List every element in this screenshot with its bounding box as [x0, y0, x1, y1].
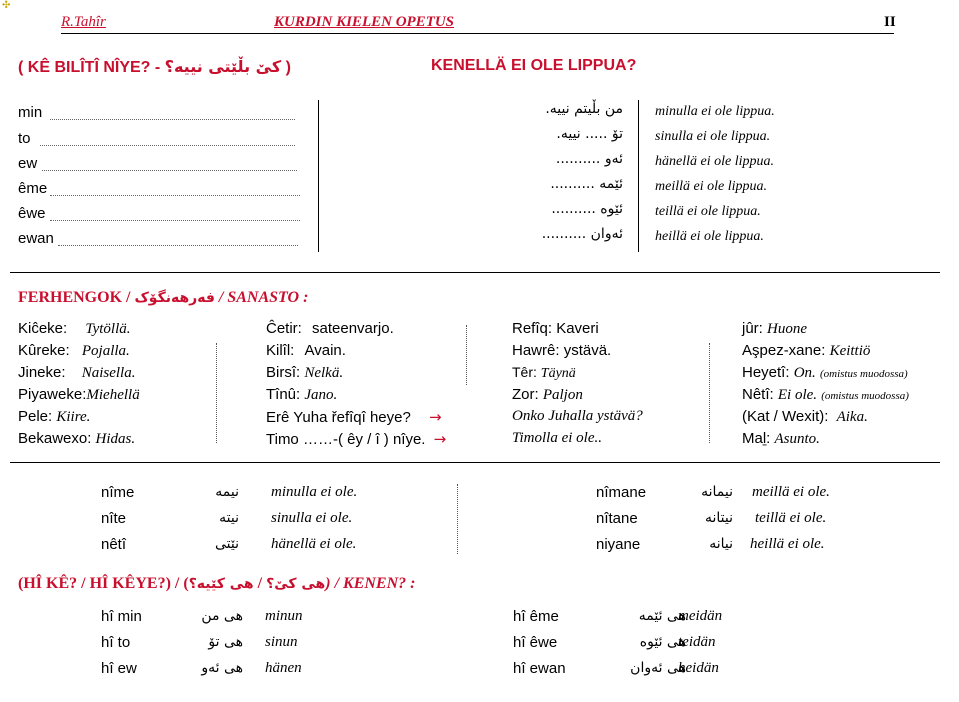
- neg-kurmanji: nêtî: [101, 536, 127, 553]
- sorani-row: ئێوە ..........: [551, 201, 623, 217]
- poss-finnish: meidän: [678, 608, 723, 624]
- neg-finnish: meillä ei ole.: [752, 484, 830, 500]
- vocab-entry: (Kat / Wexit): Aika.: [742, 408, 868, 425]
- title-finnish: KENELLÄ EI OLE LIPPUA?: [431, 57, 637, 74]
- sorani-row: ئەو ..........: [555, 151, 623, 167]
- vocab-entry: Timolla ei ole..: [512, 430, 602, 446]
- poss-sorani: هی من: [201, 608, 243, 624]
- neg-sorani: نێتی: [214, 536, 239, 552]
- sorani-row: ئەوان ..........: [541, 226, 623, 242]
- neg-kurmanji: nîme: [101, 484, 135, 501]
- vocab-entry: Pele: Kiire.: [18, 408, 91, 425]
- section-rule: [10, 462, 940, 463]
- possessive-title: (HÎ KÊ? / HÎ KÊYE?) / ( هی کێ؟ / هی کێیە؟ ) / KENEN? :: [18, 575, 416, 592]
- poss-kurmanji: hî ême: [513, 608, 559, 625]
- header-course: KURDIN KIELEN OPETUS: [274, 14, 455, 30]
- vocab-entry: Jineke: Naisella.: [18, 364, 136, 381]
- neg-sorani: نیانە: [709, 536, 733, 552]
- finnish-row: meillä ei ole lippua.: [655, 179, 767, 194]
- poss-kurmanji: hî min: [101, 608, 142, 625]
- vocab-entry: Onko Juhalla ystävä?: [512, 408, 643, 424]
- vocab-entry: Zor: Paljon: [512, 386, 583, 403]
- sorani-row: من بڵیتم نییە.: [545, 101, 623, 117]
- vocab-entry: Ĉetir: sateenvarjo.: [266, 320, 394, 337]
- vocab-entry: Kilîl: Avain.: [266, 342, 346, 359]
- finnish-row: heillä ei ole lippua.: [655, 229, 764, 244]
- vocab-entry: Heyetî: On. (omistus muodossa): [742, 364, 908, 381]
- title-kurmanji: ( KÊ BILÎTÎ NÎYE?: [18, 59, 151, 76]
- pronoun-ewe: êwe: [18, 205, 46, 222]
- poss-sorani: هی ئەوان: [630, 660, 686, 676]
- column-divider: [466, 325, 467, 385]
- neg-kurmanji: nîte: [101, 510, 127, 527]
- finnish-row: teillä ei ole lippua.: [655, 204, 761, 219]
- header-author: R.Tahîr: [61, 14, 106, 30]
- pronoun-eme: ême: [18, 180, 48, 197]
- vocab-entry: Erê Yuha řefîqî heye? →: [266, 408, 442, 426]
- poss-kurmanji: hî êwe: [513, 634, 558, 651]
- vocab-entry: Tînû: Jano.: [266, 386, 338, 403]
- neg-finnish: sinulla ei ole.: [271, 510, 353, 526]
- neg-kurmanji: nîtane: [596, 510, 638, 527]
- poss-finnish: teidän: [678, 634, 716, 650]
- fill-line: [50, 220, 300, 221]
- vocab-entry: Timo ……-( êy / î ) nîye. →: [266, 430, 447, 448]
- pronoun-min: min: [18, 104, 43, 121]
- column-divider: [709, 343, 710, 443]
- page-title: ( KÊ BILÎTÎ NÎYE? - کێ بڵێتی نییە؟ ): [18, 57, 291, 76]
- vocab-title: FERHENGOK / فەرهەنگۆک / SANASTO :: [18, 289, 309, 306]
- vocab-entry: Birsî: Nelkä.: [266, 364, 344, 381]
- vocab-entry: Aşpez-xane: Keittiö: [742, 342, 871, 359]
- vocab-entry: Nêtî: Ei ole. (omistus muodossa): [742, 386, 909, 403]
- neg-finnish: minulla ei ole.: [271, 484, 358, 500]
- vocab-entry: Bekawexo: Hidas.: [18, 430, 136, 447]
- poss-kurmanji: hî ew: [101, 660, 137, 677]
- pronoun-ew: ew: [18, 155, 38, 172]
- header-underline: [61, 33, 894, 34]
- poss-finnish: heidän: [678, 660, 719, 676]
- poss-kurmanji: hî to: [101, 634, 131, 651]
- pronoun-ewan: ewan: [18, 230, 54, 247]
- neg-kurmanji: nîmane: [596, 484, 647, 501]
- arrow-icon: →: [433, 430, 447, 448]
- poss-finnish: sinun: [265, 634, 298, 650]
- neg-sorani: نیمە: [215, 484, 239, 500]
- fill-line: [40, 145, 295, 146]
- vocab-entry: Hawrê: ystävä.: [512, 342, 612, 359]
- poss-finnish: hänen: [265, 660, 302, 676]
- poss-sorani: هی ئێمە: [638, 608, 686, 624]
- neg-sorani: نیتانە: [704, 510, 733, 526]
- vocab-entry: Maḻ: Asunto.: [742, 430, 820, 447]
- sorani-row: تۆ ..... نییە.: [556, 126, 623, 142]
- poss-sorani: هی ئەو: [201, 660, 243, 676]
- neg-sorani: نیتە: [219, 510, 239, 526]
- fill-line: [50, 195, 300, 196]
- finnish-row: minulla ei ole lippua.: [655, 104, 775, 119]
- pronoun-to: to: [18, 130, 31, 147]
- poss-finnish: minun: [265, 608, 303, 624]
- poss-sorani: هی ئێوە: [639, 634, 686, 650]
- poss-sorani: هی تۆ: [208, 634, 243, 650]
- title-sorani: کێ بڵێتی نییە؟: [164, 57, 282, 76]
- column-divider: [216, 343, 217, 443]
- fill-line: [42, 170, 297, 171]
- vocab-entry: Kiĉeke: Tytöllä.: [18, 320, 131, 337]
- vocab-entry: Têr: Täynä: [512, 364, 576, 381]
- corner-mark: ✣: [2, 0, 11, 11]
- vocab-entry: jûr: Huone: [742, 320, 808, 337]
- vocab-entry: Refîq: Kaveri: [512, 320, 599, 337]
- column-divider: [638, 100, 639, 252]
- section-rule: [10, 272, 940, 273]
- neg-finnish: heillä ei ole.: [750, 536, 825, 552]
- poss-kurmanji: hî ewan: [513, 660, 566, 677]
- neg-finnish: hänellä ei ole.: [271, 536, 357, 552]
- vocab-entry: Kûreke: Pojalla.: [18, 342, 130, 359]
- finnish-row: sinulla ei ole lippua.: [655, 129, 771, 144]
- column-divider: [318, 100, 319, 252]
- vocab-entry: Piyaweke:Miehellä: [18, 386, 140, 403]
- header-part: II: [884, 14, 896, 30]
- neg-sorani: نیمانە: [701, 484, 733, 500]
- column-divider: [457, 484, 458, 554]
- neg-finnish: teillä ei ole.: [755, 510, 827, 526]
- sorani-row: ئێمە ..........: [550, 176, 623, 192]
- finnish-row: hänellä ei ole lippua.: [655, 154, 774, 169]
- arrow-icon: →: [429, 408, 442, 426]
- fill-line: [50, 119, 295, 120]
- neg-kurmanji: niyane: [596, 536, 641, 553]
- fill-line: [58, 245, 298, 246]
